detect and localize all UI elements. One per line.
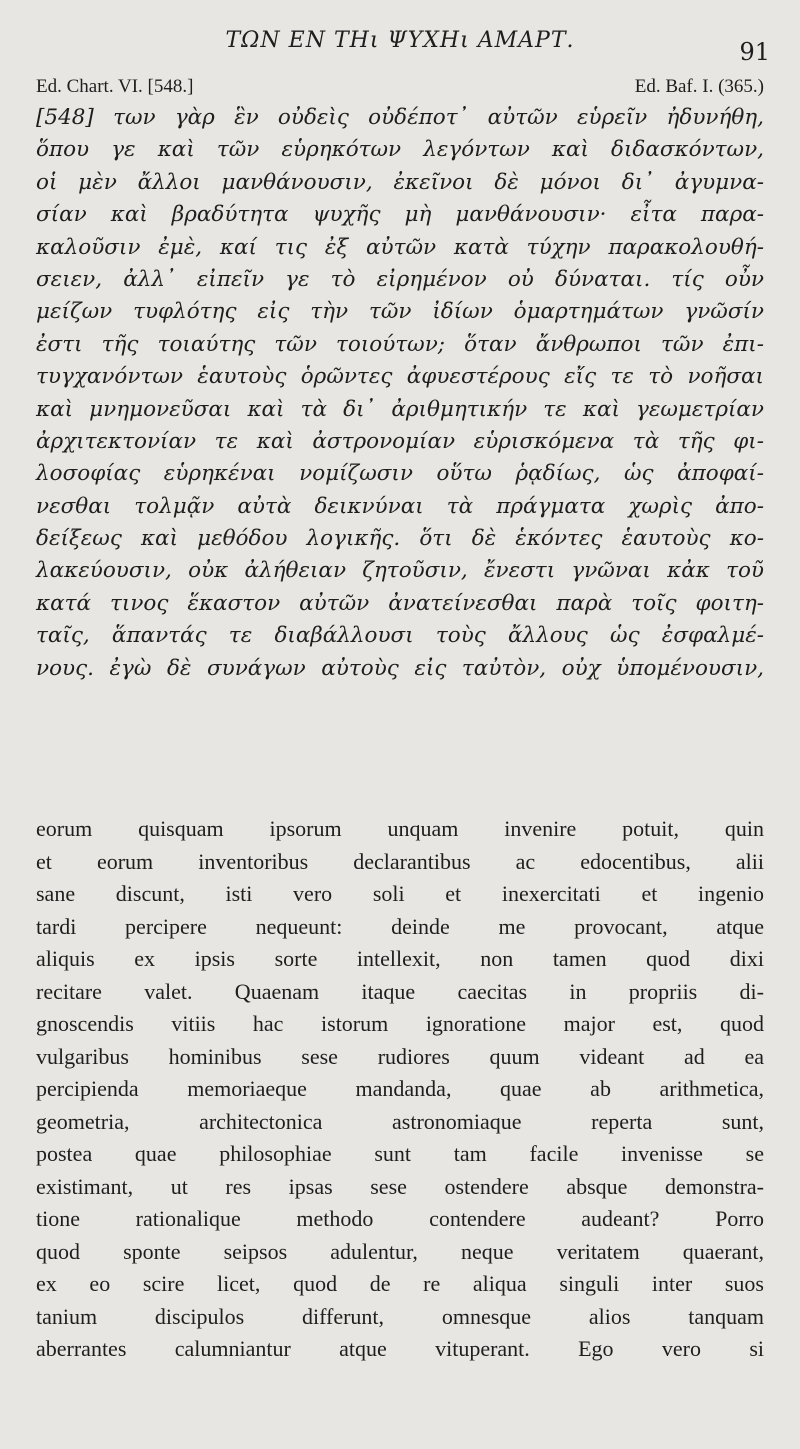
latin-text-line: recitare valet. Quaenam itaque caecitas in propriis di- — [36, 978, 764, 1004]
latin-text-line: percipienda memoriaeque mandanda, quae ab arithmetica, — [36, 1076, 764, 1101]
greek-text-block — [36, 102, 764, 685]
latin-text-line: et eorum inventoribus declarantibus ac edocentibus, alii — [36, 848, 764, 874]
latin-text-line: vulgaribus hominibus sese rudiores quum videant ad ea — [36, 1043, 764, 1069]
edition-basel-ref: Ed. Baf. I. (365.) — [634, 76, 764, 97]
latin-text-line: geometria, architectonica astronomiaque reperta sunt, — [36, 1108, 764, 1134]
greek-text-line: σειεν, ἀλλ᾽ εἰπεῖν γε τὸ εἰρημένον οὐ δύναται. τίς οὖν — [36, 266, 764, 292]
greek-text-line: ὅπου γε καὶ τῶν εὑρηκότων λεγόντων καὶ διδασκόντων, — [36, 137, 764, 163]
greek-text-line: [548] των γὰρ ἓν οὐδεὶς οὐδέποτ᾽ αὐτῶν εὑρεῖν ἠδυνήθη, — [36, 105, 764, 130]
latin-text-line: existimant, ut res ipsas sese ostendere absque demonstra- — [36, 1173, 764, 1199]
latin-text-line: tanium discipulos differunt, omnesque alios tanquam — [36, 1303, 764, 1329]
latin-text-line: postea quae philosophiae sunt tam facile invenisse se — [36, 1141, 764, 1166]
latin-text-line: tardi percipere nequeunt: deinde me provocant, atque — [36, 913, 764, 939]
latin-text-line: ex eo scire licet, quod de re aliqua singuli inter suos — [36, 1271, 764, 1296]
page-number: 91 — [739, 38, 770, 66]
greek-text-line: λοσοφίας εὑρηκέναι νομίζωσιν οὕτω ῥᾳδίως, ὡς ἀποφαί- — [36, 461, 764, 487]
greek-text-line: καὶ μνημονεῦσαι καὶ τὰ δι᾽ ἀριθμητικήν τε καὶ γεωμετρίαν — [36, 396, 764, 422]
greek-text-line: οἱ μὲν ἄλλοι μανθάνουσιν, ἐκεῖνοι δὲ μόνοι δι᾽ ἀγυμνα- — [36, 169, 764, 195]
latin-text-line: eorum quisquam ipsorum unquam invenire potuit, quin — [36, 816, 764, 841]
greek-text-line: νεσθαι τολμᾷν αὐτὰ δεικνύναι τὰ πράγματα χωρὶς ἀπο- — [36, 493, 764, 519]
latin-text-line: gnoscendis vitiis hac istorum ignoratione major est, quod — [36, 1011, 764, 1036]
greek-text-line: ἐστι τῆς τοιαύτης τῶν τοιούτων; ὅταν ἄνθρωποι τῶν ἐπι- — [36, 331, 764, 357]
latin-text-line: aberrantes calumniantur atque vituperant. Ego vero si — [36, 1336, 764, 1361]
greek-text-line: δείξεως καὶ μεθόδου λογικῆς. ὅτι δὲ ἑκόντες ἑαυτοὺς κο- — [36, 526, 764, 552]
latin-text-line: sane discunt, isti vero soli et inexercitati et ingenio — [36, 881, 764, 906]
latin-text-line: tione rationalique methodo contendere audeant? Porro — [36, 1206, 764, 1231]
greek-text-line: νους. ἐγὼ δὲ συνάγων αὐτοὺς εἰς ταὐτὸν, οὐχ ὑπομένουσιν, — [36, 655, 764, 681]
edition-references — [36, 76, 764, 98]
edition-chartier-ref: Ed. Chart. VI. [548.] — [36, 76, 194, 97]
latin-translation-block — [36, 813, 764, 1366]
greek-text-line: λακεύουσιν, οὐκ ἀλήθειαν ζητοῦσιν, ἔνεστι γνῶναι κἀκ τοῦ — [36, 558, 764, 584]
greek-text-line: ἀρχιτεκτονίαν τε καὶ ἀστρονομίαν εὑρισκόμενα τὰ τῆς φι- — [36, 428, 764, 454]
latin-text-line: aliquis ex ipsis sorte intellexit, non tamen quod dixi — [36, 946, 764, 971]
greek-text-line: κατά τινος ἕκαστον αὐτῶν ἀνατείνεσθαι παρὰ τοῖς φοιτη- — [36, 590, 764, 616]
latin-text-line: quod sponte seipsos adulentur, neque veritatem quaerant, — [36, 1238, 764, 1264]
greek-text-line: ταῖς, ἅπαντάς τε διαβάλλουσι τοὺς ἄλλους ὡς ἐσφαλμέ- — [36, 623, 764, 649]
greek-text-line: σίαν καὶ βραδύτητα ψυχῆς μὴ μανθάνουσιν· εἶτα παρα- — [36, 202, 764, 228]
greek-text-line: μείζων τυφλότης εἰς τὴν τῶν ἰδίων ὁμαρτημάτων γνῶσίν — [36, 299, 764, 325]
greek-text-line: καλοῦσιν ἐμὲ, καί τις ἐξ αὐτῶν κατὰ τύχην παρακολουθή- — [36, 234, 764, 260]
greek-text-line: τυγχανόντων ἑαυτοὺς ὁρῶντες ἀφυεστέρους εἴς τε τὸ νοῆσαι — [36, 364, 764, 390]
running-head: ΤΩΝ ΕΝ ΤΗι ΨΥΧΗι ΑΜΑΡΤ. — [225, 28, 575, 53]
